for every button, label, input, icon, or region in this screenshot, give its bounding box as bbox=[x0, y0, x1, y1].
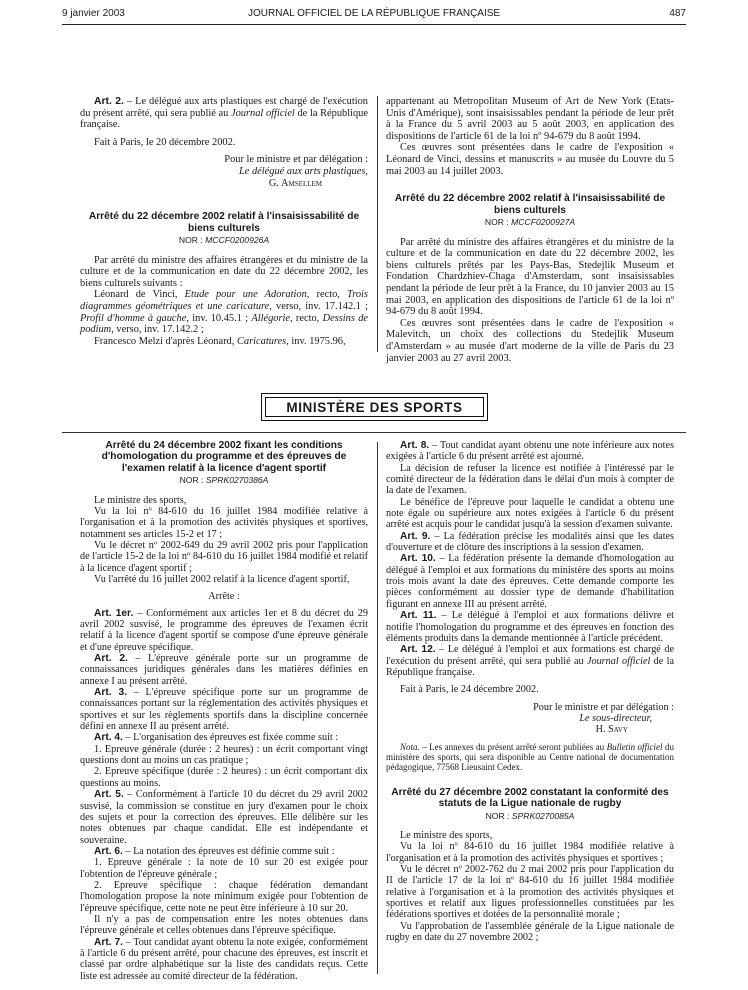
nor-reference-926A: NOR : MCCF0200926A bbox=[178, 234, 270, 245]
top-left-column bbox=[80, 96, 368, 347]
arrete-heading: Arrête : bbox=[208, 591, 240, 603]
article-8-paragraph-2: La décision de refuser la licence est notifiée à l'intéressé par le comité directeur de la fédération dans le délai d'un mois à compter de la date de l'examen. bbox=[386, 462, 674, 497]
visa-3: Vu l'arrêté du 16 juillet 2002 relatif à la licence d'agent sportif, bbox=[94, 573, 350, 585]
nota-paragraph: Nota. – Les annexes du présent arrêté seront publiées au Bulletin officiel du ministère des sports, qui sera disponible au Centre national de documentation pédagogique, 77568 Lieusaint Cedex. bbox=[386, 741, 675, 773]
rugby-visa-2: Vu le décret nº 2002-762 du 2 mai 2002 pris pour l'application du II de l'article 17 de la loi nº 84-610 du 16 juillet 1984 modifiée relative à l'organisation et à la promotion des activités physiques et sportives et relatif aux ligues professionnelles constituées par les fédérations sportives et dotées de la personnalité morale ; bbox=[386, 864, 674, 921]
fait-a-paris: Fait à Paris, le 20 décembre 2002. bbox=[94, 136, 236, 148]
article-4: Art. 4. – L'organisation des épreuves est fixée comme suit : bbox=[94, 732, 339, 744]
article-12: Art. 12. – Le délégué à l'emploi et aux formations est chargé de l'exécution du présent arrêté, qui sera publié au Journal officiel de la République française. bbox=[386, 644, 674, 678]
signature-line-2-sports: Le sous-directeur, bbox=[579, 712, 652, 724]
article-10: Art. 10. – La fédération présente la demande d'homologation au délégué à l'emploi et aux formations du ministère des sports au moins trois mois avant la date des épreuves. Cette demande comporte les pièces conformément au dossier type de demande d'habilitation figurant en annexe III au présent arrêté. bbox=[386, 553, 674, 610]
article-9: Art. 9. – La fédération précise les modalités ainsi que les dates d'ouverture et de clôture des inscriptions à la session d'examen. bbox=[386, 530, 675, 554]
visa-2: Vu le décret nº 2002-649 du 29 avril 2002 pris pour l'application de l'article 15-2 de la loi nº 84-610 du 16 juillet 1984 modifié et relatif à la licence d'agent sportif ; bbox=[80, 539, 368, 574]
decree-title-927A: Arrêté du 22 décembre 2002 relatif à l'insaisissabilité de biens culturels bbox=[394, 193, 666, 216]
minister-line: Le ministre des sports, bbox=[94, 494, 187, 506]
article-1: Art. 1er. – Conformément aux articles 1er et 8 du décret du 29 avril 2002 susvisé, le programme des épreuves de l'examen écrit relatif à la licence d'agent sportif se compose d'une épreuve générale et d'une épreuve spécifique. bbox=[80, 607, 368, 653]
rugby-visa-3: Vu l'approbation de l'assemblée générale de la Ligue nationale de rugby en date du 27 novembre 2002 ; bbox=[386, 920, 674, 944]
article-7: Art. 7. – Tout candidat ayant obtenu la note exigée, conformément à l'article 6 du présent arrêté, pour chacune des épreuves, est inscrit et classé par ordre alphabétique sur la liste des candidats reçus. Cette liste est adressée au comité directeur de la fédération. bbox=[80, 936, 368, 982]
header-journal-title: JOURNAL OFFICIEL DE LA RÉPUBLIQUE FRANÇAISE bbox=[248, 8, 501, 19]
nor-reference-386A: NOR : SPRK0270386A bbox=[179, 475, 269, 486]
article-6-item-2: 2. Epreuve spécifique : chaque fédération demandant l'homologation propose la note minimum exigée pour l'obtention de l'épreuve spécifique, cette note ne peut être inférieure à 10 sur 20. bbox=[80, 879, 368, 914]
article-8: Art. 8. – Tout candidat ayant obtenu une note inférieure aux notes exigées à l'article 6 du présent arrêté est ajourné. bbox=[386, 440, 674, 463]
decree-title-rugby: Arrêté du 27 décembre 2002 constatant la conformité des statuts de la Ligue nationale de rugby bbox=[391, 786, 669, 810]
visa-1: Vu la loi nº 84-610 du 16 juillet 1984 modifiée relative à l'organisation et à la promotion des activités physiques et sportives, notamment ses articles 15-2 et 17 ; bbox=[80, 505, 368, 540]
signature-name-sports: H. Savy bbox=[595, 724, 628, 736]
article-5: Art. 5. – Conformément à l'article 10 du décret du 29 avril 2002 susvisé, la commission se constitue en jury d'examen pour le choix des sujets et pour la correction des épreuves. Elle délibère sur les notes obtenues par chaque candidat. Elle est indépendante et souveraine. bbox=[80, 789, 368, 846]
decree-paragraph-1: Par arrêté du ministre des affaires étrangères et du ministre de la culture et de la communication en date du 22 décembre 2002, les biens culturels suivants : bbox=[80, 254, 368, 289]
section-banner bbox=[261, 393, 488, 421]
article-4-item-1: 1. Epreuve générale (durée : 2 heures) : un écrit comportant vingt questions dont au moins un cas pratique ; bbox=[80, 743, 368, 767]
decree-paragraph-927A-1: Par arrêté du ministre des affaires étrangères et du ministre de la culture et de la communication en date du 22 décembre 2002, les biens culturels prêtés par les Pays-Bas, Stedejlik Museum et Fondation Chardzhiev-Chaga d'Amsterdam, sont insaisissables pendant la période de leur prêt à la France, du 10 janvier 2003 au 15 mai 2003, en application des dispositions de l'article 61 de la loi nº 94-679 du 8 août 1994. bbox=[386, 236, 674, 318]
fait-a-paris-24: Fait à Paris, le 24 décembre 2002. bbox=[400, 684, 539, 696]
rugby-minister-line: Le ministre des sports, bbox=[400, 829, 493, 841]
article-6-paragraph: Il n'y a pas de compensation entre les notes obtenues dans l'épreuve générale et celles obtenues dans l'épreuve spécifique. bbox=[80, 913, 368, 937]
header-rule bbox=[62, 24, 686, 25]
signature-name: G. Amsellem bbox=[268, 177, 322, 189]
article-11: Art. 11. – Le délégué à l'emploi et aux formations délivre et notifie l'homologation du programme et des épreuves en fonction des éléments produits dans la demande mentionnée à l'article précédent. bbox=[386, 610, 674, 644]
bottom-left-column bbox=[80, 440, 368, 982]
exhibition-paragraph-louvre: Ces œuvres sont présentées dans le cadre de l'exposition « Léonard de Vinci, dessins et manuscrits » au musée du Louvre du 5 mai 2003 au 14 juillet 2003. bbox=[386, 142, 674, 177]
article-8-paragraph-3: Le bénéfice de l'épreuve pour laquelle le candidat a obtenu une note égale ou supérieure aux notes exigées à l'article 6 du présent arrêté est acquis pour le candidat jusqu'à la session d'examen suivante. bbox=[386, 496, 674, 531]
article-3: Art. 3. – L'épreuve spécifique porte sur un programme de connaissances portant sur la réglementation des activités physiques et sportives et sur les règlements sportifs dans la discipline concernée défini en annexe II au présent arrêté. bbox=[80, 687, 368, 733]
signature-line-1-sports: Pour le ministre et par délégation : bbox=[533, 701, 674, 713]
signature-line-1: Pour le ministre et par délégation : bbox=[224, 154, 368, 166]
signature-line-2: Le délégué aux arts plastiques, bbox=[238, 165, 368, 177]
bottom-right-column bbox=[386, 440, 674, 943]
page-header bbox=[0, 0, 748, 24]
nor-reference-085A: NOR : SPRK0270085A bbox=[485, 810, 575, 821]
decree-paragraph-3: Francesco Melzi d'après Léonard, Caricatures, inv. 1975.96, bbox=[94, 335, 346, 347]
continued-paragraph: appartenant au Metropolitan Museum of Art de New York (Etats-Unis d'Amérique), sont insaisissables pendant la période de leur prêt à la France du 5 avril 2003 au 5 août 2003, en application des dispositions de l'article 61 de la loi nº 94-679 du 8 août 1994. bbox=[386, 96, 674, 142]
column-separator-bottom bbox=[377, 442, 378, 974]
header-page-number: 487 bbox=[669, 8, 686, 19]
rugby-visa-1: Vu la loi nº 84-610 du 16 juillet 1984 modifiée relative à l'organisation et à la promotion des activités physiques et sportives ; bbox=[386, 841, 674, 864]
header-date: 9 janvier 2003 bbox=[62, 8, 125, 19]
article-6: Art. 6. – La notation des épreuves est définie comme suit : bbox=[94, 845, 335, 857]
article-2: Art. 2. – L'épreuve générale porte sur un programme de connaissances juridiques générales dans les matières définies en annexe I au présent arrêté. bbox=[80, 653, 368, 687]
column-separator-top bbox=[377, 96, 378, 352]
nor-reference-927A: NOR : MCCF0200927A bbox=[484, 216, 576, 227]
decree-title-agent-sportif: Arrêté du 24 décembre 2002 fixant les conditions d'homologation du programme et des épreuves de l'examen relatif à la licence d'agent sportif bbox=[101, 440, 347, 474]
article-6-item-1: 1. Epreuve générale : la note de 10 sur 20 est exigée pour l'obtention de l'épreuve générale ; bbox=[80, 857, 368, 880]
decree-title-926A: Arrêté du 22 décembre 2002 relatif à l'insaisissabilité de biens culturels bbox=[88, 211, 360, 234]
article-2-paragraph: Art. 2. – Le délégué aux arts plastiques est chargé de l'exécution du présent arrêté, qui sera publié au Journal officiel de la République française. bbox=[80, 96, 369, 131]
top-right-column bbox=[386, 96, 674, 364]
article-4-item-2: 2. Epreuve spécifique (durée : 2 heures) : un écrit comportant dix questions au moins. bbox=[80, 766, 368, 789]
exhibition-paragraph-malevitch: Ces œuvres sont présentées dans le cadre de l'exposition « Malevitch, un choix des collections du Stedejlik Museum d'Amsterdam » au musée d'art moderne de la ville de Paris du 23 janvier 2003 au 27 avril 2003. bbox=[386, 317, 674, 364]
section-banner-title: MINISTÈRE DES SPORTS bbox=[265, 397, 484, 417]
decree-paragraph-2: Léonard de Vinci, Etude pour une Adoration, recto, Trois diagrammes géométriques et une caricature, verso, inv. 17.142.1 ; Profil d'homme à gauche, inv. 10.45.1 ; Allégorie, recto, Dessins de podium, verso, inv. 17.142.2 ; bbox=[80, 289, 368, 336]
section-rule bbox=[62, 432, 686, 433]
